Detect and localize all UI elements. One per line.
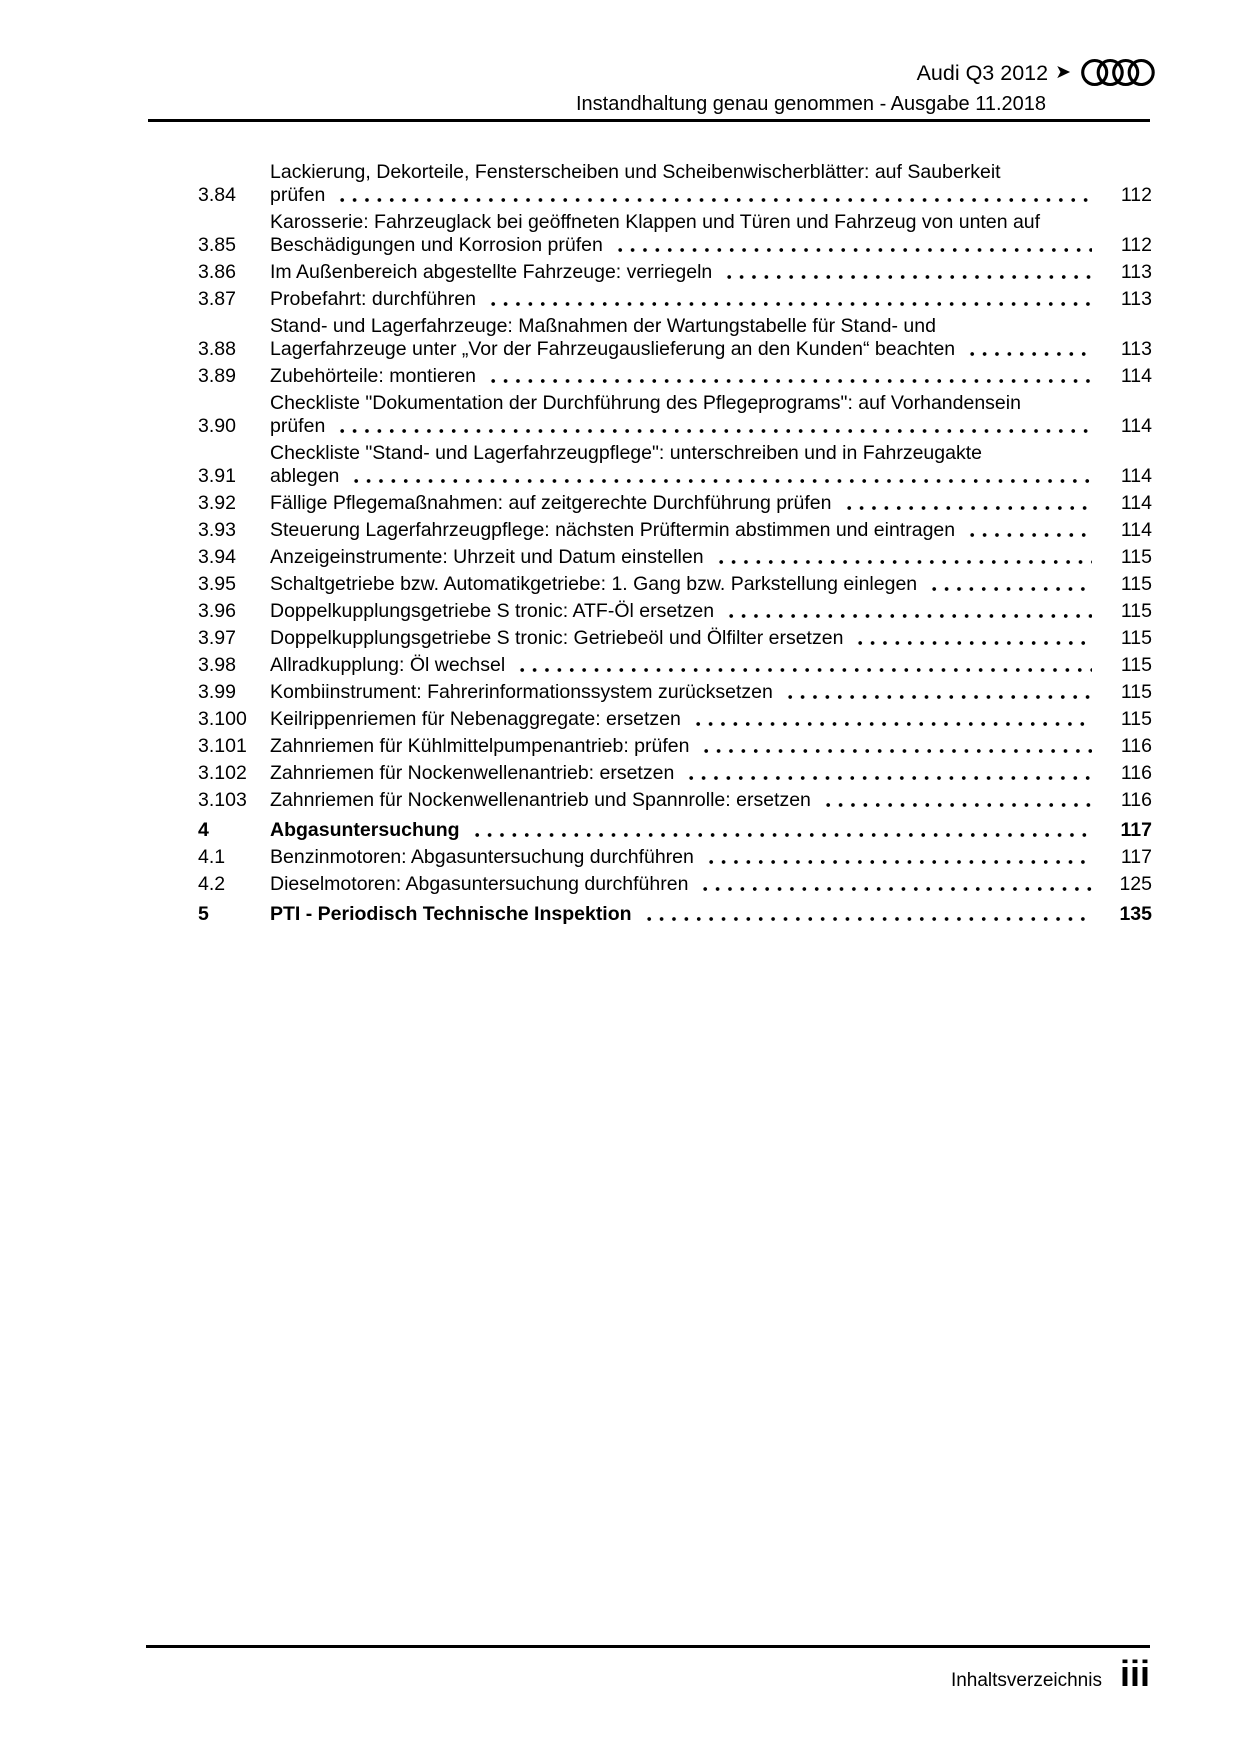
toc-entry-text-line: Lackierung, Dekorteile, Fensterscheiben und Scheibenwischerblätter: auf Sauberkeit bbox=[270, 161, 1001, 183]
toc-entry bbox=[198, 627, 1152, 650]
toc-entry-text: Steuerung Lagerfahrzeugpflege: nächsten Prüftermin abstimmen und eintragen bbox=[270, 519, 956, 541]
toc-entry-text-line bbox=[270, 600, 1102, 623]
toc-entry-title bbox=[270, 708, 1102, 731]
toc-entry-page: 115 bbox=[1120, 654, 1152, 676]
dot-leader bbox=[514, 654, 1092, 677]
dot-leader bbox=[841, 492, 1093, 515]
toc-entry-title bbox=[270, 873, 1102, 896]
header-rule bbox=[148, 119, 1150, 122]
footer bbox=[950, 1653, 1150, 1694]
toc-entry-text-line bbox=[270, 415, 1102, 438]
toc-entry bbox=[198, 654, 1152, 677]
toc-entry-title bbox=[270, 654, 1102, 677]
toc-entry bbox=[198, 819, 1152, 842]
dot-leader bbox=[469, 819, 1092, 842]
toc-entry-text: Zahnriemen für Nockenwellenantrieb: ersetzen bbox=[270, 762, 675, 784]
toc-entry bbox=[198, 873, 1152, 896]
toc-entry-page: 114 bbox=[1120, 519, 1152, 541]
toc-entry bbox=[198, 161, 1152, 207]
toc-entry-page: 113 bbox=[1120, 338, 1152, 360]
header-model-line bbox=[917, 58, 1155, 87]
toc-entry bbox=[198, 392, 1152, 438]
toc-entry-text-line bbox=[270, 546, 1102, 569]
toc-entry-text: Lagerfahrzeuge unter „Vor der Fahrzeugauslieferung an den Kunden“ beachten bbox=[270, 338, 956, 360]
toc-entry-number: 3.103 bbox=[198, 789, 247, 811]
toc-entry bbox=[198, 681, 1152, 704]
toc-entry bbox=[198, 846, 1152, 869]
dot-leader bbox=[334, 184, 1092, 207]
toc-entry-page: 115 bbox=[1120, 600, 1152, 622]
toc-entry-number: 3.94 bbox=[198, 546, 236, 568]
dot-leader bbox=[852, 627, 1092, 650]
toc-entry bbox=[198, 492, 1152, 515]
dot-leader bbox=[612, 234, 1092, 257]
dot-leader bbox=[485, 288, 1092, 311]
footer-rule bbox=[146, 1645, 1150, 1648]
toc-entry-title bbox=[270, 442, 1102, 488]
toc-entry-title bbox=[270, 681, 1102, 704]
toc-entry bbox=[198, 315, 1152, 361]
toc-entry-page: 112 bbox=[1120, 234, 1152, 256]
toc-entry-title bbox=[270, 627, 1102, 650]
dot-leader bbox=[703, 846, 1092, 869]
dot-leader bbox=[697, 873, 1092, 896]
toc-entry-text-line: Checkliste "Dokumentation der Durchführung des Pflegeprograms": auf Vorhandensein bbox=[270, 392, 1021, 414]
toc-entry-page: 115 bbox=[1120, 546, 1152, 568]
audi-rings-icon bbox=[1081, 58, 1155, 87]
dot-leader bbox=[348, 465, 1092, 488]
toc-entry-page: 114 bbox=[1120, 415, 1152, 437]
toc-entry-text: Zahnriemen für Kühlmittelpumpenantrieb: prüfen bbox=[270, 735, 690, 757]
toc-entry-title bbox=[270, 315, 1102, 361]
toc-entry-number: 3.101 bbox=[198, 735, 247, 757]
toc-entry-number: 3.95 bbox=[198, 573, 236, 595]
toc-entry-title bbox=[270, 846, 1102, 869]
toc-entry-title bbox=[270, 903, 1102, 926]
dot-leader bbox=[485, 365, 1092, 388]
toc-entry-page: 115 bbox=[1120, 627, 1152, 649]
toc-entry-text-line: Checkliste "Stand- und Lagerfahrzeugpflege": unterschreiben und in Fahrzeugakte bbox=[270, 442, 982, 464]
toc-entry-text: Beschädigungen und Korrosion prüfen bbox=[270, 234, 603, 256]
toc-entry-text-line: Karosserie: Fahrzeuglack bei geöffneten Klappen und Türen und Fahrzeug von unten auf bbox=[270, 211, 1041, 233]
toc-entry-text: Probefahrt: durchführen bbox=[270, 288, 476, 310]
toc-entry-text: Zubehörteile: montieren bbox=[270, 365, 476, 387]
toc-entry-text-line bbox=[270, 365, 1102, 388]
toc-entry-number: 3.97 bbox=[198, 627, 236, 649]
toc-entry-title bbox=[270, 392, 1102, 438]
toc-entry-text: prüfen bbox=[270, 184, 326, 206]
toc-entry-number: 3.99 bbox=[198, 681, 236, 703]
toc-entry-text: Doppelkupplungsgetriebe S tronic: Getriebeöl und Ölfilter ersetzen bbox=[270, 627, 844, 649]
toc-entry bbox=[198, 546, 1152, 569]
toc-entry-page: 117 bbox=[1120, 846, 1152, 868]
toc-entry-number: 3.100 bbox=[198, 708, 247, 730]
toc-entry-number: 3.84 bbox=[198, 184, 236, 206]
toc-entry-title bbox=[270, 365, 1102, 388]
toc-entry-text-line bbox=[270, 234, 1102, 257]
toc-entry-page: 116 bbox=[1120, 735, 1152, 757]
toc-entry bbox=[198, 735, 1152, 758]
dot-leader bbox=[964, 519, 1092, 542]
toc-entry bbox=[198, 288, 1152, 311]
toc-entry bbox=[198, 261, 1152, 284]
toc-entry-number: 3.98 bbox=[198, 654, 236, 676]
toc-entry-text: PTI - Periodisch Technische Inspektion bbox=[270, 903, 632, 925]
toc-entry-text-line bbox=[270, 627, 1102, 650]
toc-entry bbox=[198, 762, 1152, 785]
toc-entry-title bbox=[270, 735, 1102, 758]
toc-entry-text: Allradkupplung: Öl wechsel bbox=[270, 654, 506, 676]
toc-entry bbox=[198, 708, 1152, 731]
toc-entry-number: 3.91 bbox=[198, 465, 236, 487]
model-year-arrow-icon: ➤ bbox=[1055, 61, 1071, 83]
toc-entry-text: Abgasuntersuchung bbox=[270, 819, 460, 841]
toc-entry-title bbox=[270, 261, 1102, 284]
toc-entry-text-line: Stand- und Lagerfahrzeuge: Maßnahmen der Wartungstabelle für Stand- und bbox=[270, 315, 936, 337]
toc-entry-page: 115 bbox=[1120, 573, 1152, 595]
toc-entry-text-line bbox=[270, 681, 1102, 704]
toc-entry-page: 113 bbox=[1120, 261, 1152, 283]
toc-entry-text-line bbox=[270, 708, 1102, 731]
dot-leader bbox=[698, 735, 1092, 758]
toc-entry-page: 114 bbox=[1120, 492, 1152, 514]
toc-entry-page: 114 bbox=[1120, 465, 1152, 487]
toc-entry-number: 3.88 bbox=[198, 338, 236, 360]
toc-entry-title bbox=[270, 519, 1102, 542]
toc-entry-text-line bbox=[270, 492, 1102, 515]
dot-leader bbox=[690, 708, 1092, 731]
toc-entry bbox=[198, 519, 1152, 542]
toc-entry-title bbox=[270, 546, 1102, 569]
toc-entry bbox=[198, 573, 1152, 596]
toc-entry-text: Kombiinstrument: Fahrerinformationssystem zurücksetzen bbox=[270, 681, 773, 703]
dot-leader bbox=[820, 789, 1092, 812]
toc-entry-number: 3.102 bbox=[198, 762, 247, 784]
toc-entry-text: Dieselmotoren: Abgasuntersuchung durchführen bbox=[270, 873, 689, 895]
toc-entry-page: 125 bbox=[1119, 873, 1152, 895]
dot-leader bbox=[926, 573, 1092, 596]
toc-entry-text: ablegen bbox=[270, 465, 340, 487]
dot-leader bbox=[723, 600, 1092, 623]
toc-entry-text-line bbox=[270, 846, 1102, 869]
toc-entry-text-line bbox=[270, 735, 1102, 758]
toc-entry-page: 116 bbox=[1120, 762, 1152, 784]
toc-entry-page: 115 bbox=[1120, 681, 1152, 703]
toc-entry-page: 113 bbox=[1120, 288, 1152, 310]
toc-entry bbox=[198, 789, 1152, 812]
toc-entry-text: Doppelkupplungsgetriebe S tronic: ATF-Öl ersetzen bbox=[270, 600, 715, 622]
toc-entry-text-line bbox=[270, 573, 1102, 596]
toc-entry-title bbox=[270, 819, 1102, 842]
dot-leader bbox=[334, 415, 1092, 438]
toc-entry-number: 3.85 bbox=[198, 234, 236, 256]
toc-entry-text-line bbox=[270, 819, 1102, 842]
toc-entry-page: 117 bbox=[1120, 819, 1152, 841]
toc-entry-text: Anzeigeinstrumente: Uhrzeit und Datum einstellen bbox=[270, 546, 704, 568]
toc-entry-title bbox=[270, 492, 1102, 515]
toc-entry bbox=[198, 211, 1152, 257]
toc-entry-text-line bbox=[270, 519, 1102, 542]
toc-entry-number: 4.2 bbox=[198, 873, 226, 895]
dot-leader bbox=[721, 261, 1092, 284]
toc-entry-number: 3.89 bbox=[198, 365, 236, 387]
toc-entry-number: 3.90 bbox=[198, 415, 236, 437]
toc-entry-number: 5 bbox=[198, 903, 209, 925]
toc-entry-title bbox=[270, 211, 1102, 257]
dot-leader bbox=[683, 762, 1092, 785]
toc-entry-title bbox=[270, 789, 1102, 812]
toc-entry-page: 115 bbox=[1120, 708, 1152, 730]
toc-entry-text: Keilrippenriemen für Nebenaggregate: ersetzen bbox=[270, 708, 681, 730]
toc-entry-text-line bbox=[270, 789, 1102, 812]
dot-leader bbox=[713, 546, 1092, 569]
toc-entry-page: 116 bbox=[1120, 789, 1152, 811]
footer-section-label: Inhaltsverzeichnis bbox=[950, 1670, 1102, 1691]
toc-entry-page: 112 bbox=[1120, 184, 1152, 206]
header-subtitle: Instandhaltung genau genommen - Ausgabe 11.2018 bbox=[576, 93, 1046, 115]
toc-entry-title bbox=[270, 762, 1102, 785]
dot-leader bbox=[964, 338, 1092, 361]
toc-entry-number: 4 bbox=[198, 819, 209, 841]
toc-entry bbox=[198, 442, 1152, 488]
toc-entry-text: prüfen bbox=[270, 415, 326, 437]
toc-entry-text: Benzinmotoren: Abgasuntersuchung durchführen bbox=[270, 846, 694, 868]
toc-entry-number: 3.87 bbox=[198, 288, 236, 310]
toc-entry-text-line bbox=[270, 288, 1102, 311]
footer-page-number: iii bbox=[1119, 1653, 1150, 1694]
toc-entry-text: Fällige Pflegemaßnahmen: auf zeitgerechte Durchführung prüfen bbox=[270, 492, 832, 514]
toc-entry-title bbox=[270, 600, 1102, 623]
toc-entry-text-line bbox=[270, 338, 1102, 361]
toc-entry-text: Zahnriemen für Nockenwellenantrieb und Spannrolle: ersetzen bbox=[270, 789, 811, 811]
toc-entry-text-line bbox=[270, 903, 1102, 926]
toc-entry-text-line bbox=[270, 261, 1102, 284]
toc-entry bbox=[198, 903, 1152, 926]
toc-entry-page: 114 bbox=[1120, 365, 1152, 387]
toc-entry-number: 3.93 bbox=[198, 519, 236, 541]
toc-entry-number: 4.1 bbox=[198, 846, 226, 868]
toc-entry-text-line bbox=[270, 873, 1102, 896]
toc-entry-number: 3.96 bbox=[198, 600, 236, 622]
toc-entry bbox=[198, 365, 1152, 388]
toc-entry-text-line bbox=[270, 465, 1102, 488]
toc-entry-text: Schaltgetriebe bzw. Automatikgetriebe: 1. Gang bzw. Parkstellung einlegen bbox=[270, 573, 918, 595]
header-model-text: Audi Q3 2012 bbox=[916, 60, 1049, 85]
toc-entry-page: 135 bbox=[1119, 903, 1152, 925]
toc-entry-title bbox=[270, 161, 1102, 207]
toc-entry-number: 3.92 bbox=[198, 492, 236, 514]
toc-entry bbox=[198, 600, 1152, 623]
toc-entry-text-line bbox=[270, 184, 1102, 207]
toc-entry-number: 3.86 bbox=[198, 261, 236, 283]
toc bbox=[198, 161, 1152, 930]
toc-entry-text-line bbox=[270, 654, 1102, 677]
toc-entry-text: Im Außenbereich abgestellte Fahrzeuge: verriegeln bbox=[270, 261, 713, 283]
dot-leader bbox=[782, 681, 1092, 704]
toc-entry-title bbox=[270, 573, 1102, 596]
toc-entry-title bbox=[270, 288, 1102, 311]
dot-leader bbox=[641, 903, 1092, 926]
toc-entry-text-line bbox=[270, 762, 1102, 785]
